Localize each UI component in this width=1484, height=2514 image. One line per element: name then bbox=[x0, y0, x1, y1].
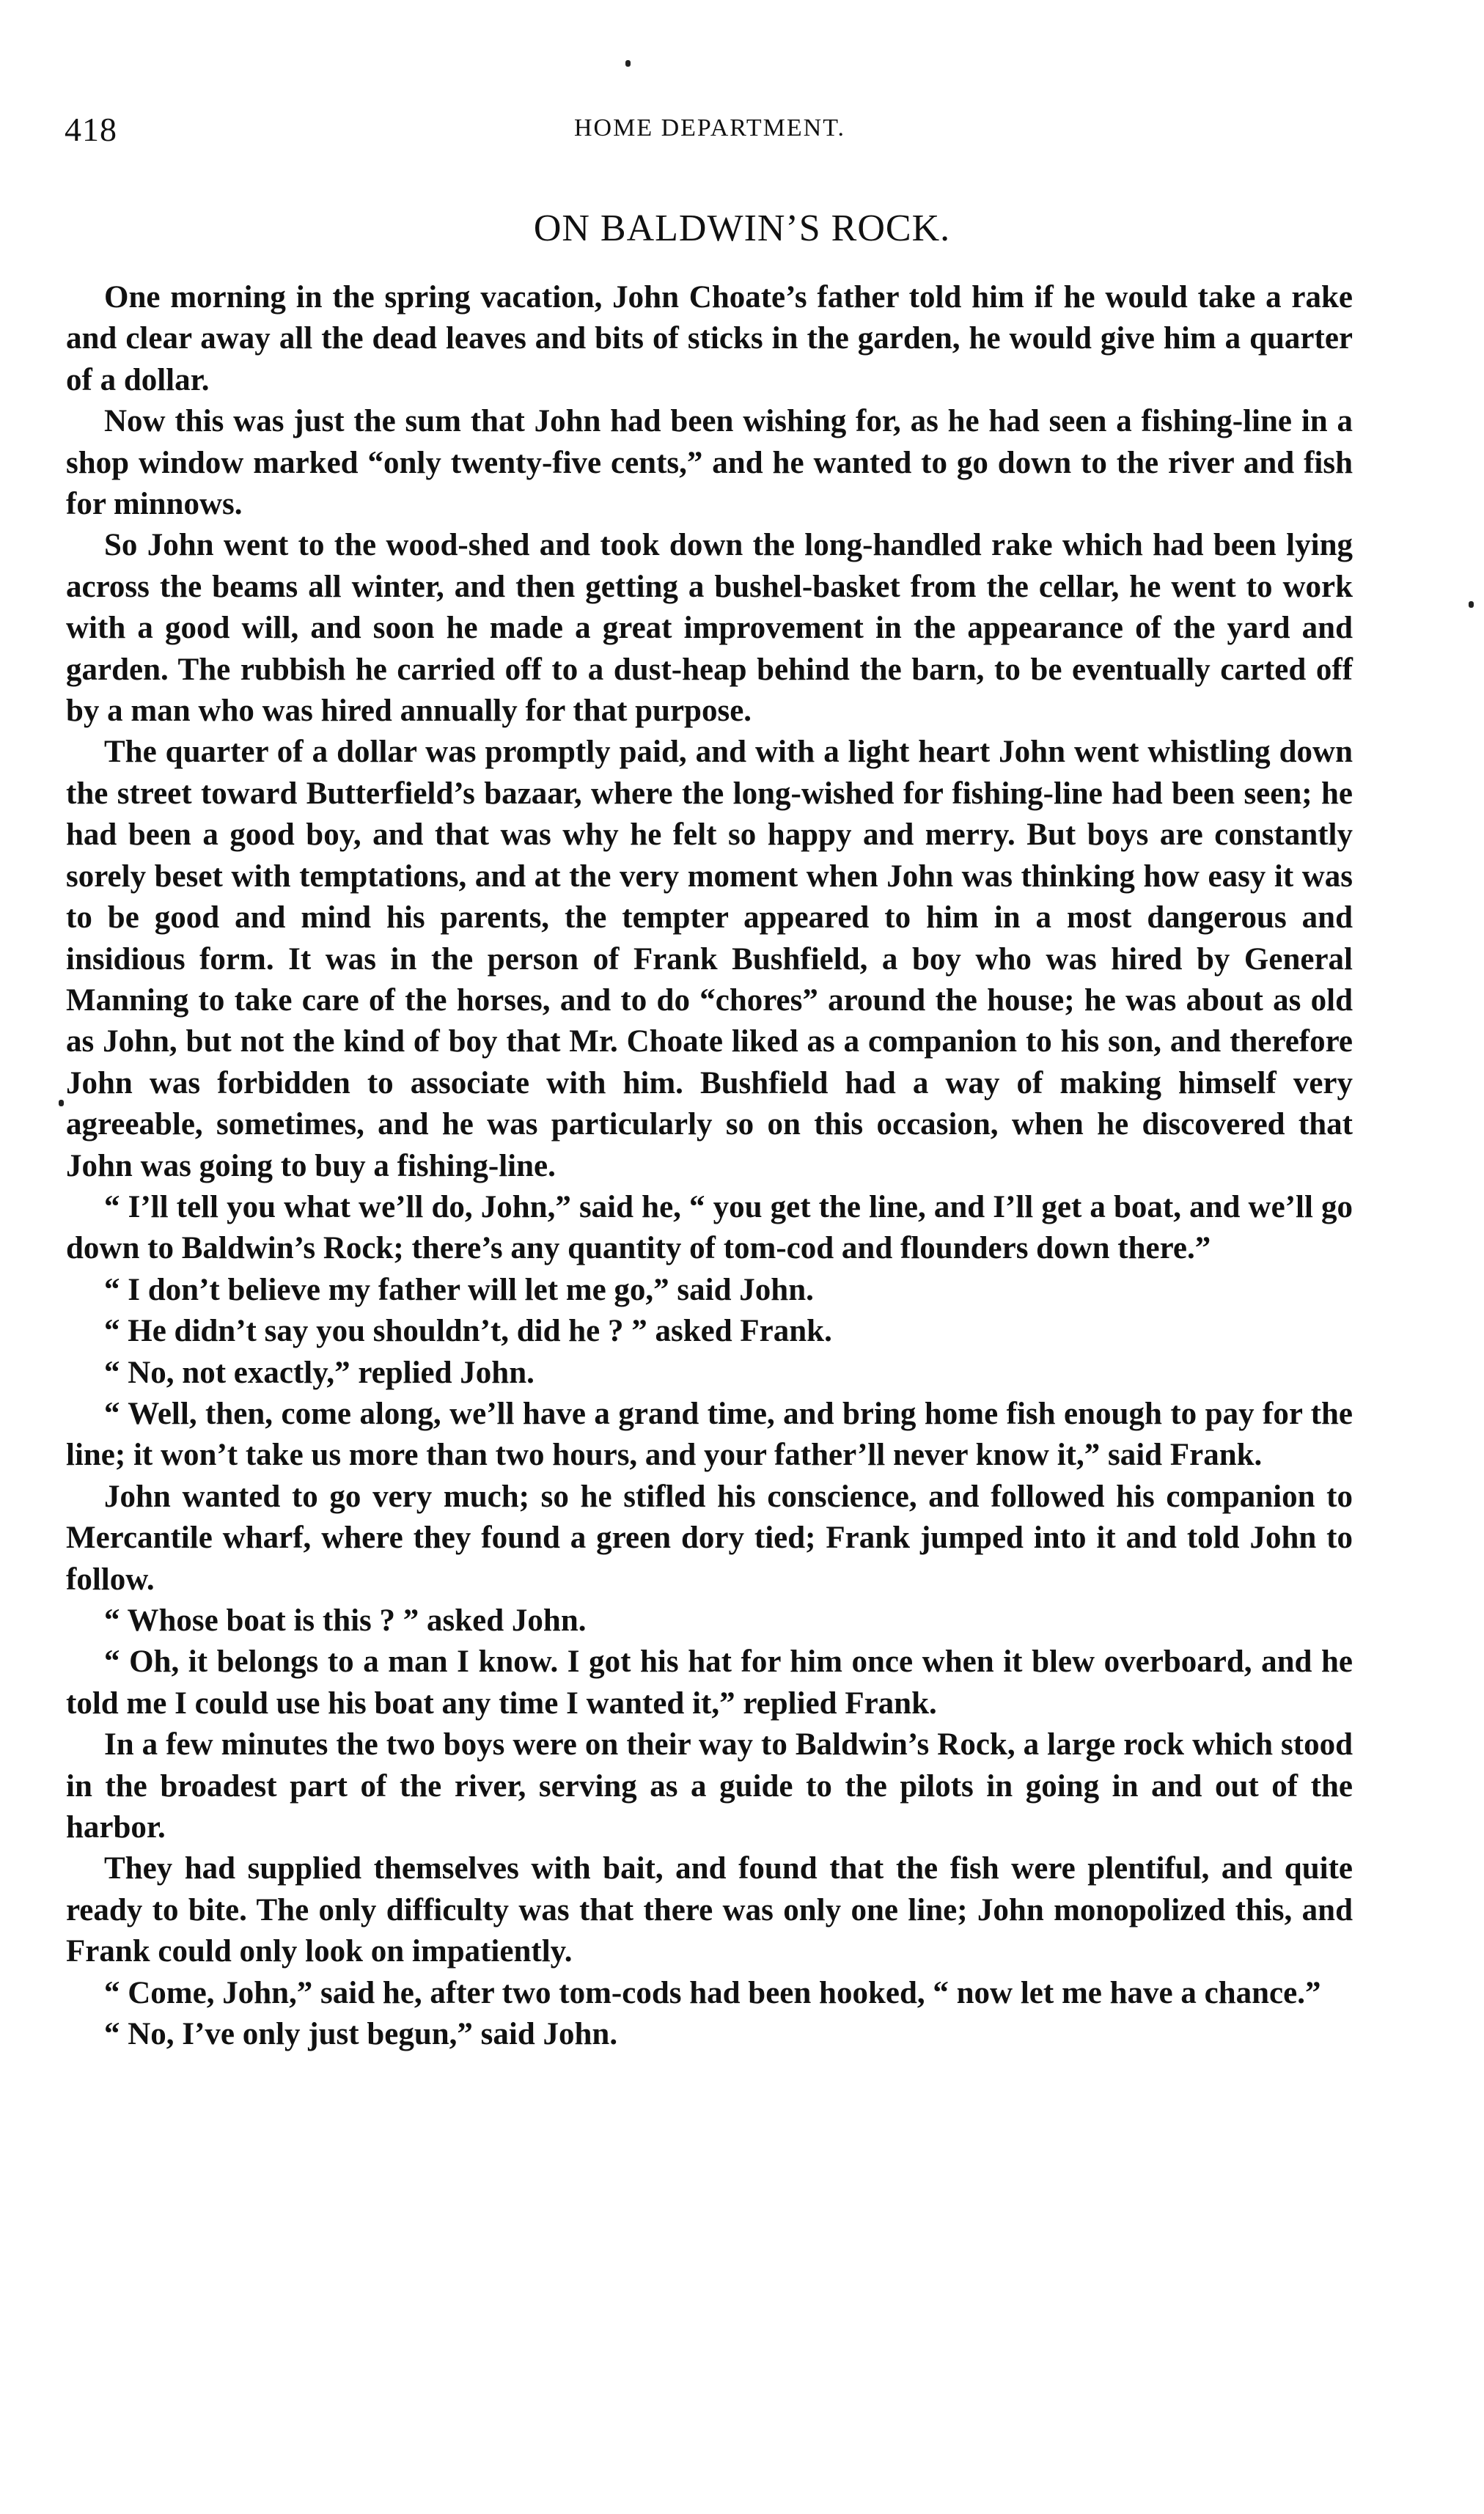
article-title: ON BALDWIN’S ROCK. bbox=[533, 207, 951, 249]
paragraph: They had supplied themselves with bait, and found that the fish were plentiful, and quite ready to bite. The only difficulty was that there was only one line; John monopolized this, and Frank could only look on impatiently. bbox=[66, 1851, 1353, 1969]
paragraph: John wanted to go very much; so he stifled his conscience, and followed his companion to Mercantile wharf, where they found a green dory tied; Frank jumped into it and told John to follow. bbox=[66, 1479, 1353, 1597]
paragraph: “ Oh, it belongs to a man I know. I got his hat for him once when it blew overboard, and he told me I could use his boat any time I wanted it,” replied Frank. bbox=[66, 1644, 1353, 1721]
paragraph: The quarter of a dollar was promptly paid, and with a light heart John went whistling down the street toward Butterfield’s bazaar, where the long-wished for fishing-line had been seen; he had been a good boy, and that was why he felt so happy and merry. But boys are constantly sorely beset with temptations, and at the very moment when John was thinking how easy it was to be good and mind his parents, the tempter appeared to him in a most dangerous and insidious form. It was in the person of Frank Bushfield, a boy who was hired by General Manning to take care of the horses, and to do “chores” around the house; he was about as old as John, but not the kind of boy that Mr. Choate liked as a companion to his son, and therefore John was forbidden to associate with him. Bushfield had a way of making himself very agreeable, sometimes, and he was particularly so on this occasion, when he discovered that John was going to buy a fishing-line. bbox=[66, 735, 1353, 1183]
running-head bbox=[65, 110, 1355, 154]
ink-speck-top bbox=[625, 60, 631, 67]
ink-speck-right bbox=[1469, 601, 1474, 608]
paragraph: “ I’ll tell you what we’ll do, John,” said he, “ you get the line, and I’ll get a boat, and we’ll go down to Baldwin’s Rock; there’s any quantity of tom-cod and flounders down there.” bbox=[66, 1189, 1353, 1266]
paragraph: So John went to the wood-shed and took down the long-handled rake which had been lying across the beams all winter, and then getting a bushel-basket from the cellar, he went to work with a good will, and soon he made a great improvement in the appearance of the yard and garden. The rubbish he carried off to a dust-heap behind the barn, to be eventually carted off by a man who was hired annually for that purpose. bbox=[66, 528, 1353, 729]
paragraph: In a few minutes the two boys were on their way to Baldwin’s Rock, a large rock which stood in the broadest part of the river, serving as a guide to the pilots in going in and out of the harbor. bbox=[66, 1727, 1353, 1845]
paragraph: Now this was just the sum that John had been wishing for, as he had seen a fishing-line in a shop window marked “only twenty-five cents,” and he wanted to go down to the river and fish for minnows. bbox=[66, 404, 1353, 522]
paragraph: “ Whose boat is this ? ” asked John. bbox=[104, 1603, 587, 1638]
article-body bbox=[66, 277, 1353, 2055]
paragraph: “ I don’t believe my father will let me go,” said John. bbox=[104, 1272, 814, 1307]
paragraph: One morning in the spring vacation, John Choate’s father told him if he would take a rake and clear away all the dead leaves and bits of sticks in the garden, he would give him a quarter of a dollar. bbox=[66, 280, 1353, 397]
paragraph: “ He didn’t say you shouldn’t, did he ? ” asked Frank. bbox=[104, 1314, 832, 1349]
page-number: 418 bbox=[65, 111, 117, 148]
section-title: HOME DEPARTMENT. bbox=[574, 114, 845, 141]
paragraph: “ Well, then, come along, we’ll have a grand time, and bring home fish enough to pay for the line; it won’t take us more than two hours, and your father’ll never know it,” said Frank. bbox=[66, 1396, 1353, 1473]
paragraph: “ Come, John,” said he, after two tom-cods had been hooked, “ now let me have a chance.” bbox=[104, 1975, 1321, 2010]
paragraph: “ No, I’ve only just begun,” said John. bbox=[104, 2017, 618, 2052]
paragraph: “ No, not exactly,” replied John. bbox=[104, 1355, 535, 1390]
ink-speck-left bbox=[59, 1100, 64, 1106]
